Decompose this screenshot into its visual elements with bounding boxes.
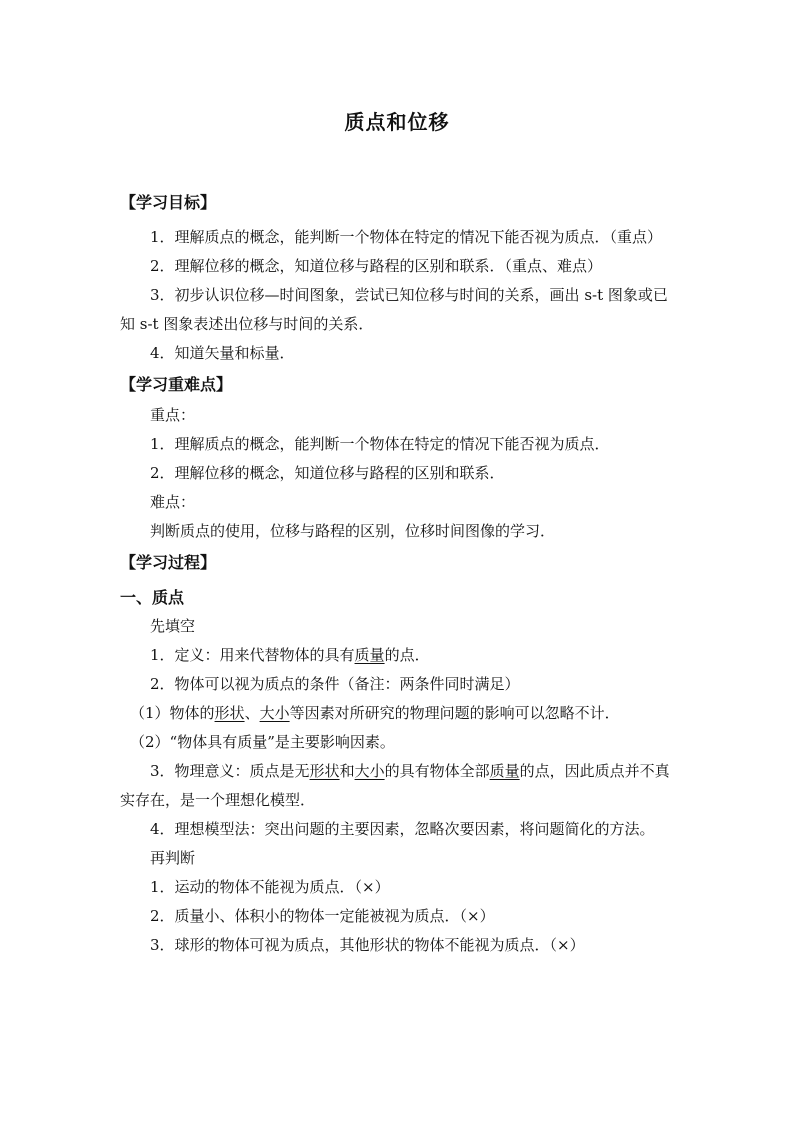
- meaning-line: 3．物理意义：质点是无形状和大小的具有物体全部质量的点，因此质点并不真实存在，是一个理想化模型．: [120, 762, 670, 809]
- condition-line: 2．物体可以视为质点的条件（备注：两条件同时满足）: [150, 675, 520, 693]
- underlined-term: 大小: [259, 704, 290, 722]
- process-heading: 【学习过程】: [120, 553, 217, 572]
- condition-2-line: （2）“物体具有质量”是主要影响因素。: [130, 733, 395, 751]
- judge-label: 再判断: [150, 849, 196, 867]
- underlined-term: 形状: [309, 762, 340, 780]
- underlined-term: 形状: [214, 704, 245, 722]
- goal-item: 4．知道矢量和标量．: [150, 344, 295, 362]
- key-label: 重点：: [150, 406, 196, 424]
- goal-item: 1．理解质点的概念，能判断一个物体在特定的情况下能否视为质点．（重点）: [150, 228, 663, 246]
- goal-item: 2．理解位移的概念，知道位移与路程的区别和联系．（重点、难点）: [150, 257, 603, 275]
- underlined-term: 质量: [354, 646, 385, 664]
- page-title: 质点和位移: [344, 110, 450, 134]
- goal-item: 3．初步认识位移—时间图象，尝试已知位移与时间的关系，画出 s-t 图象或已知 s-t 图象表述出位移与时间的关系．: [120, 286, 668, 333]
- difficulty-text: 判断质点的使用，位移与路程的区别，位移时间图像的学习．: [150, 522, 556, 540]
- judge-item: 1．运动的物体不能视为质点．（×）: [150, 878, 390, 896]
- judge-item: 3．球形的物体可视为质点，其他形状的物体不能视为质点．（×）: [150, 936, 585, 954]
- part1-heading: 一、质点: [120, 588, 185, 607]
- difficulty-label: 难点：: [150, 493, 196, 511]
- underlined-term: 大小: [354, 762, 385, 780]
- model-line: 4．理想模型法：突出问题的主要因素，忽略次要因素，将问题简化的方法。: [150, 820, 655, 838]
- key-item: 2．理解位移的概念，知道位移与路程的区别和联系．: [150, 464, 505, 482]
- judge-item: 2．质量小、体积小的物体一定能被视为质点．（×）: [150, 907, 495, 925]
- keypoints-heading: 【学习重难点】: [120, 375, 233, 394]
- key-item: 1．理解质点的概念，能判断一个物体在特定的情况下能否视为质点．: [150, 435, 610, 453]
- definition-line: 1．定义：用来代替物体的具有质量的点．: [150, 646, 430, 664]
- fill-label: 先填空: [150, 617, 196, 635]
- goals-heading: 【学习目标】: [120, 193, 217, 212]
- document-body: [120, 186, 680, 960]
- condition-1-line: （1）物体的形状、大小等因素对所研究的物理问题的影响可以忽略不计．: [130, 704, 620, 722]
- underlined-term: 质量: [489, 762, 520, 780]
